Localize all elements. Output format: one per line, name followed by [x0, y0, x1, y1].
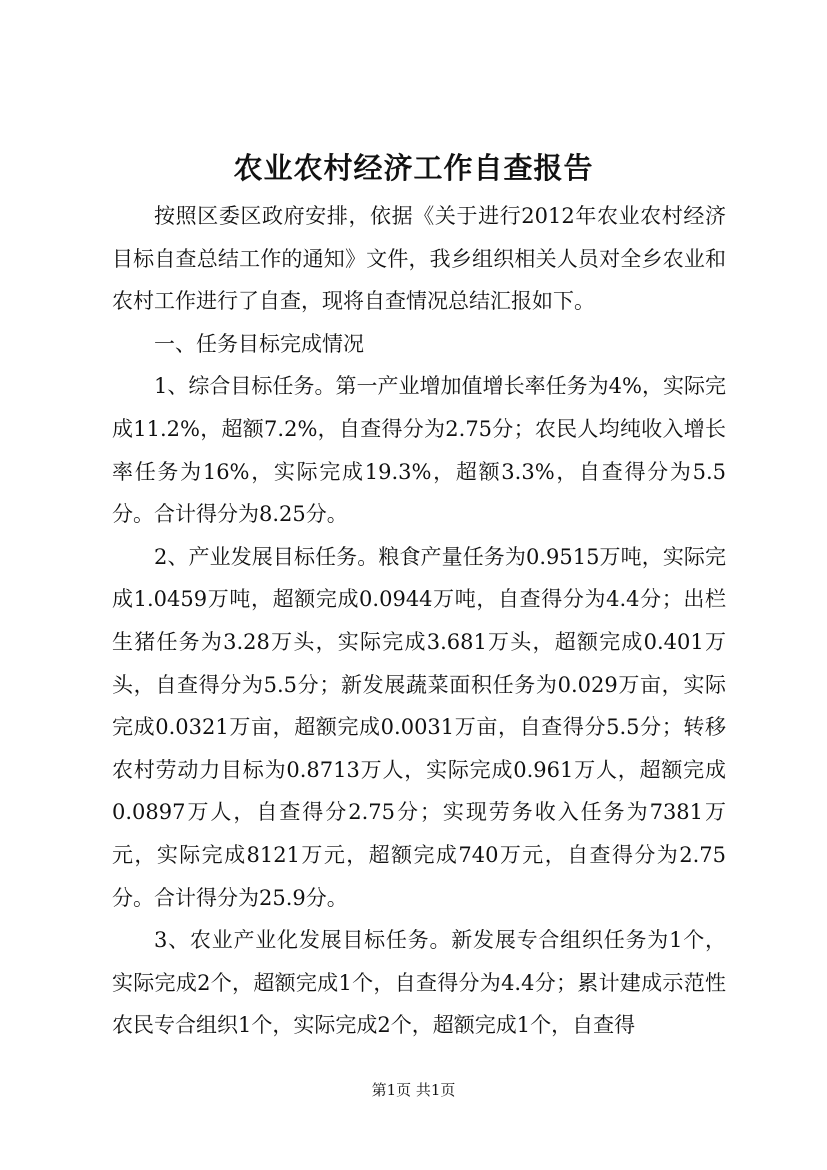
paragraph-industry-targets: 2、产业发展目标任务。粮食产量任务为0.9515万吨，实际完成1.0459万吨，超额完成0.0944万吨，自查得分为4.4分；出栏生猪任务为3.28万头，实际完成3.681万头，超额完成0.401万头，自查得分为5.5分；新发展蔬菜面积任务为0.029万亩，实际完成0.0321万亩，超额完成0.0031万亩，自查得分5.5分；转移农村劳动力目标为0.8713万人，实际完成0.961万人，超额完成0.0897万人，自查得分2.75分；实现劳务收入任务为7381万元，实际完成8121万元，超额完成740万元，自查得分为2.75分。合计得分为25.9分。 — [112, 544, 726, 910]
document-body — [112, 195, 726, 1047]
paragraph-comprehensive-targets: 1、综合目标任务。第一产业增加值增长率任务为4%，实际完成11.2%，超额7.2%，自查得分为2.75分；农民人均纯收入增长率任务为16%，实际完成19.3%，超额3.3%，自查得分为5.5分。合计得分为8.25分。 — [112, 374, 726, 527]
page-footer: 第1页 共1页 — [371, 1081, 456, 1099]
document-title: 农业农村经济工作自查报告 — [233, 151, 594, 185]
paragraph-intro: 按照区委区政府安排，依据《关于进行2012年农业农村经济目标自查总结工作的通知》文件，我乡组织相关人员对全乡农业和农村工作进行了自查，现将自查情况总结汇报如下。 — [112, 204, 726, 314]
section-heading: 一、任务目标完成情况 — [154, 331, 364, 356]
paragraph-industrialization-targets: 3、农业产业化发展目标任务。新发展专合组织任务为1个，实际完成2个，超额完成1个，自查得分为4.4分；累计建成示范性农民专合组织1个，实际完成2个，超额完成1个，自查得 — [112, 928, 726, 1038]
